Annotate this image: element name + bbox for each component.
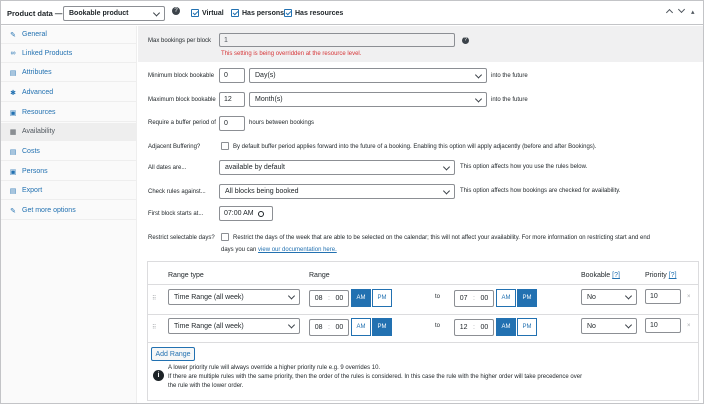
check-rules-note: This option affects how bookings are checked for availability. xyxy=(460,188,621,194)
check-rules-select[interactable]: All blocks being booked xyxy=(219,184,455,199)
to-pm-button[interactable]: PM xyxy=(517,318,537,336)
tab-availability[interactable]: ▦ Availability xyxy=(1,123,137,141)
from-pm-button[interactable]: PM xyxy=(372,289,392,307)
bookable-select[interactable]: No xyxy=(581,318,637,334)
calendar-icon: ▤ xyxy=(9,148,17,156)
table-footer-divider xyxy=(147,342,699,343)
collapse-icon[interactable]: ▴ xyxy=(691,9,695,16)
export-icon: ▤ xyxy=(9,187,17,195)
from-time-input[interactable]: 08 : 00 xyxy=(309,319,349,336)
tab-advanced[interactable]: ✱ Advanced xyxy=(1,84,137,102)
tab-resources[interactable]: ▣ Resources xyxy=(1,104,137,122)
range-type-select[interactable]: Time Range (all week) xyxy=(168,289,300,305)
max-block-input[interactable]: 12 xyxy=(219,92,245,107)
people-icon: ▣ xyxy=(9,168,17,176)
move-down-icon[interactable] xyxy=(678,6,685,13)
check-rules-label: Check rules against... xyxy=(148,189,206,195)
priority-input[interactable]: 10 xyxy=(645,289,681,304)
min-block-suffix: into the future xyxy=(491,73,528,79)
documentation-link[interactable]: view our documentation here. xyxy=(258,247,337,253)
priority-help-link[interactable]: [?] xyxy=(668,272,677,279)
max-bookings-warning: This setting is being overridden at the resource level. xyxy=(221,51,362,57)
info-icon: i xyxy=(153,370,164,381)
restrict-description-2: days you can view our documentation here. xyxy=(221,247,337,253)
max-block-label: Maximum block bookable xyxy=(148,97,216,103)
product-type-select[interactable]: Bookable product xyxy=(63,6,165,21)
from-am-button[interactable]: AM xyxy=(351,289,371,307)
first-block-label: First block starts at... xyxy=(148,211,204,217)
restrict-description: Restrict the days of the week that are able to be selected on the calendar; this will not affect your availability. For more information on restricting start and end xyxy=(233,235,650,241)
has-persons-label: Has persons xyxy=(242,10,285,17)
priority-info-line2: If there are multiple rules with the same priority, then the order of the rules is considered. In this case the rule with the higher order will take precedence over xyxy=(168,374,583,380)
to-label: to xyxy=(435,294,441,300)
all-dates-select[interactable]: available by default xyxy=(219,160,455,175)
to-time-input[interactable]: 12 : 00 xyxy=(454,319,494,336)
virtual-checkbox[interactable] xyxy=(191,9,199,17)
max-bookings-label: Max bookings per block xyxy=(148,38,212,44)
priority-input[interactable]: 10 xyxy=(645,318,681,333)
calendar-icon: ▦ xyxy=(9,128,17,136)
move-up-icon[interactable] xyxy=(666,9,673,16)
priority-header: Priority [?] xyxy=(645,272,677,279)
has-persons-checkbox[interactable] xyxy=(231,9,239,17)
priority-info-line3: the rule with the lower order. xyxy=(168,383,244,389)
max-block-unit-select[interactable]: Month(s) xyxy=(249,92,487,107)
all-dates-note: This option affects how you use the rules below. xyxy=(460,164,588,170)
restrict-label: Restrict selectable days? xyxy=(148,235,215,241)
adjacent-checkbox[interactable] xyxy=(221,142,229,150)
drag-handle-icon[interactable]: ⠿ xyxy=(152,296,157,302)
has-resources-label: Has resources xyxy=(295,10,344,17)
range-type-header: Range type xyxy=(168,272,204,279)
tab-general[interactable]: ✎ General xyxy=(1,26,137,44)
clock-icon xyxy=(258,211,264,217)
tab-get-more-options[interactable]: ✎ Get more options xyxy=(1,202,137,220)
buffer-suffix: hours between bookings xyxy=(249,120,315,126)
help-icon: ? xyxy=(172,7,180,15)
max-bookings-help-icon: ? xyxy=(462,37,469,44)
wrench-icon: ✎ xyxy=(10,31,16,39)
range-header: Range xyxy=(309,272,330,279)
from-am-button[interactable]: AM xyxy=(351,318,371,336)
to-time-input[interactable]: 07 : 00 xyxy=(454,290,494,307)
remove-row-icon[interactable]: × xyxy=(687,294,691,300)
bookable-select[interactable]: No xyxy=(581,289,637,305)
buffer-input[interactable]: 0 xyxy=(219,116,245,131)
drag-handle-icon[interactable]: ⠿ xyxy=(152,325,157,331)
to-am-button[interactable]: AM xyxy=(496,289,516,307)
gear-icon: ✱ xyxy=(10,89,16,97)
buffer-label: Require a buffer period of xyxy=(148,120,216,126)
bookable-help-link[interactable]: [?] xyxy=(612,272,620,279)
tab-linked-products[interactable]: ∞ Linked Products xyxy=(1,45,137,63)
tab-attributes[interactable]: ▤ Attributes xyxy=(1,64,137,82)
box-icon: ▣ xyxy=(9,109,17,117)
to-pm-button[interactable]: PM xyxy=(517,289,537,307)
from-pm-button[interactable]: PM xyxy=(372,318,392,336)
tab-persons[interactable]: ▣ Persons xyxy=(1,163,137,181)
tab-export[interactable]: ▤ Export xyxy=(1,182,137,200)
adjacent-label: Adjacent Buffering? xyxy=(148,144,201,150)
product-data-header xyxy=(1,1,703,25)
tab-costs[interactable]: ▤ Costs xyxy=(1,143,137,161)
to-label: to xyxy=(435,323,441,329)
max-bookings-input[interactable]: 1 xyxy=(219,33,455,47)
list-icon: ▤ xyxy=(9,69,17,77)
min-block-input[interactable]: 0 xyxy=(219,68,245,83)
first-block-time-input[interactable]: 07:00 AM xyxy=(219,206,273,221)
min-block-unit-select[interactable]: Day(s) xyxy=(249,68,487,83)
to-am-button[interactable]: AM xyxy=(496,318,516,336)
from-time-input[interactable]: 08 : 00 xyxy=(309,290,349,307)
product-data-title: Product data — xyxy=(7,9,63,18)
range-type-select[interactable]: Time Range (all week) xyxy=(168,318,300,334)
priority-info-line1: A lower priority rule will always override a higher priority rule e.g. 9 overrides 10. xyxy=(168,365,381,371)
bookable-header: Bookable [?] xyxy=(581,272,620,279)
virtual-label: Virtual xyxy=(202,10,224,17)
adjacent-description: By default buffer period applies forward into the future of a booking. Enabling this option will apply adjacently (before and after Bookings). xyxy=(233,144,597,150)
remove-row-icon[interactable]: × xyxy=(687,323,691,329)
plugin-icon: ✎ xyxy=(10,207,16,215)
link-icon: ∞ xyxy=(10,50,16,57)
min-block-label: Minimum block bookable xyxy=(148,73,215,79)
add-range-button[interactable]: Add Range xyxy=(151,347,195,361)
max-block-suffix: into the future xyxy=(491,97,528,103)
all-dates-label: All dates are... xyxy=(148,165,187,171)
restrict-checkbox[interactable] xyxy=(221,233,229,241)
product-data-tabs xyxy=(1,26,137,403)
has-resources-checkbox[interactable] xyxy=(284,9,292,17)
